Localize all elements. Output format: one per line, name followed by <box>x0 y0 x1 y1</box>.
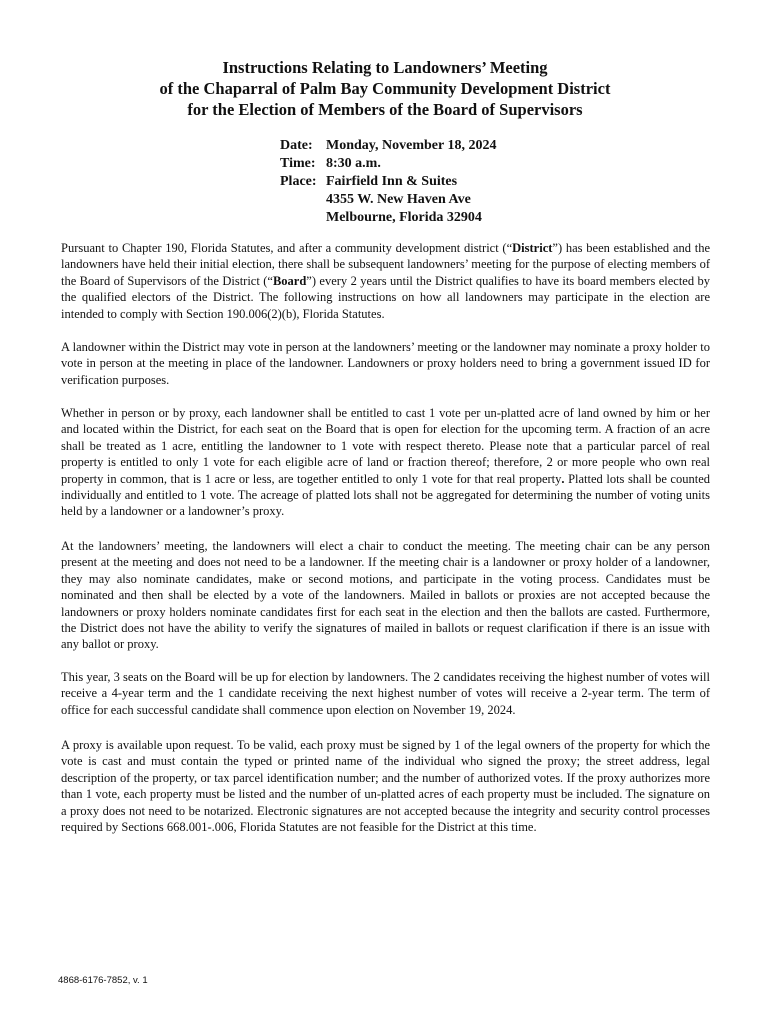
p3-text-c: Platted lots shall be counted individually and entitled to 1 vote. The acreage of platted lots shall not be aggregated for determining the number of voting units held by a landowner or a landowner’s proxy. <box>61 471 710 519</box>
place-row <box>280 173 496 191</box>
title-line-3: for the Election of Members of the Board of Supervisors <box>187 100 583 119</box>
place-row-2 <box>280 191 496 209</box>
paragraph-proxy-requirements: A proxy is available upon request. To be valid, each proxy must be signed by 1 of the legal owners of the property for which the vote is cast and must contain the typed or printed name of the individual who signed the proxy; the street address, legal description of the property, or tax parcel identification number; and the number of authorized votes. If the proxy authorizes more than 1 vote, each property must be listed and the number of un-platted acres of each property must be included. The signature on a proxy does not need to be notarized. Electronic signatures are not accepted because the integrity and security control processes required by Sections 668.001-.006, Florida Statutes are not feasible for the District at this time. <box>61 738 710 835</box>
date-value: Monday, November 18, 2024 <box>326 138 497 153</box>
p1-text-c: ”) has been established and the landowners have held their initial election, there shall be subsequent landowners’ meeting for the purpose of electing members of the Board of Supervisors of the District (“ <box>61 241 710 288</box>
paragraph-meeting-procedure: At the landowners’ meeting, the landowners will elect a chair to conduct the meeting. The meeting chair can be any person present at the meeting and does not need to be a landowner. If the meeting chair is a landowner or proxy holder of a landowner, they may also nominate candidates, make or second motions, and participate in the voting process. Candidates must be nominated and then shall be elected by a vote of the landowners. Mailed in ballots or proxies are not accepted because the landowners or proxy holders nominate candidates first for each seat in the election and then the ballots are casted. Furthermore, the District does not have the ability to verify the signatures of mailed in ballots or request clarification if there is an issue with any ballot or proxy. <box>61 539 710 652</box>
date-label: Date: <box>280 138 313 153</box>
place-line-3: Melbourne, Florida 32904 <box>326 210 482 225</box>
p1-text-e: ”) every 2 years until the District qualifies to have its board members elected by the qualified electors of the District. The following instructions on how all landowners may participate in the election are intended to comply with Section 190.006(2)(b), Florida Statutes. <box>61 273 710 321</box>
time-label: Time: <box>280 156 316 171</box>
place-line-2: 4355 W. New Haven Ave <box>326 192 471 207</box>
document-id-footer: 4868-6176-7852, v. 1 <box>58 975 148 986</box>
document-title <box>0 57 770 120</box>
paragraph-election-purpose <box>61 240 710 322</box>
p3-bold-period: . <box>561 471 565 486</box>
place-line-1: Fairfield Inn & Suites <box>326 174 458 189</box>
paragraph-seats-up-for-election: This year, 3 seats on the Board will be up for election by landowners. The 2 candidates receiving the highest number of votes will receive a 4-year term and the 1 candidate receiving the next highest number of votes will receive a 2-year term. The term of office for each successful candidate shall commence upon election on November 19, 2024. <box>61 670 710 717</box>
p3-text-a: Whether in person or by proxy, each landowner shall be entitled to cast 1 vote per un-platted acre of land owned by him or her and located within the District, for each seat on the Board that is open for election for the upcoming term. A fraction of an acre shall be treated as 1 acre, entitling the landowner to 1 vote with respect thereto. Please note that a particular parcel of real property is entitled to only 1 vote for each eligible acre of land or fraction thereof; therefore, 2 or more people who own real property in common, that is 1 acre or less, are together entitled to only 1 vote for that real property <box>61 406 710 486</box>
place-row-3 <box>280 209 496 227</box>
title-line-2: of the Chaparral of Palm Bay Community Development District <box>159 79 611 98</box>
p1-text-a: Pursuant to Chapter 190, Florida Statutes, and after a community development district (“ <box>61 241 513 255</box>
p1-term-district: District <box>512 241 553 255</box>
paragraph-vote-entitlement <box>61 405 710 520</box>
title-line-1: Instructions Relating to Landowners’ Meeting <box>222 58 548 77</box>
time-value: 8:30 a.m. <box>326 156 381 171</box>
meeting-details <box>280 137 496 227</box>
time-row <box>280 155 496 173</box>
paragraph-voting-method: A landowner within the District may vote in person at the landowners’ meeting or the landowner may nominate a proxy holder to vote in person at the meeting in place of the landowner. Landowners or proxy holders need to bring a government issued ID for verification purposes. <box>61 340 710 387</box>
place-label: Place: <box>280 174 317 189</box>
date-row <box>280 137 496 155</box>
p1-term-board: Board <box>272 273 307 288</box>
